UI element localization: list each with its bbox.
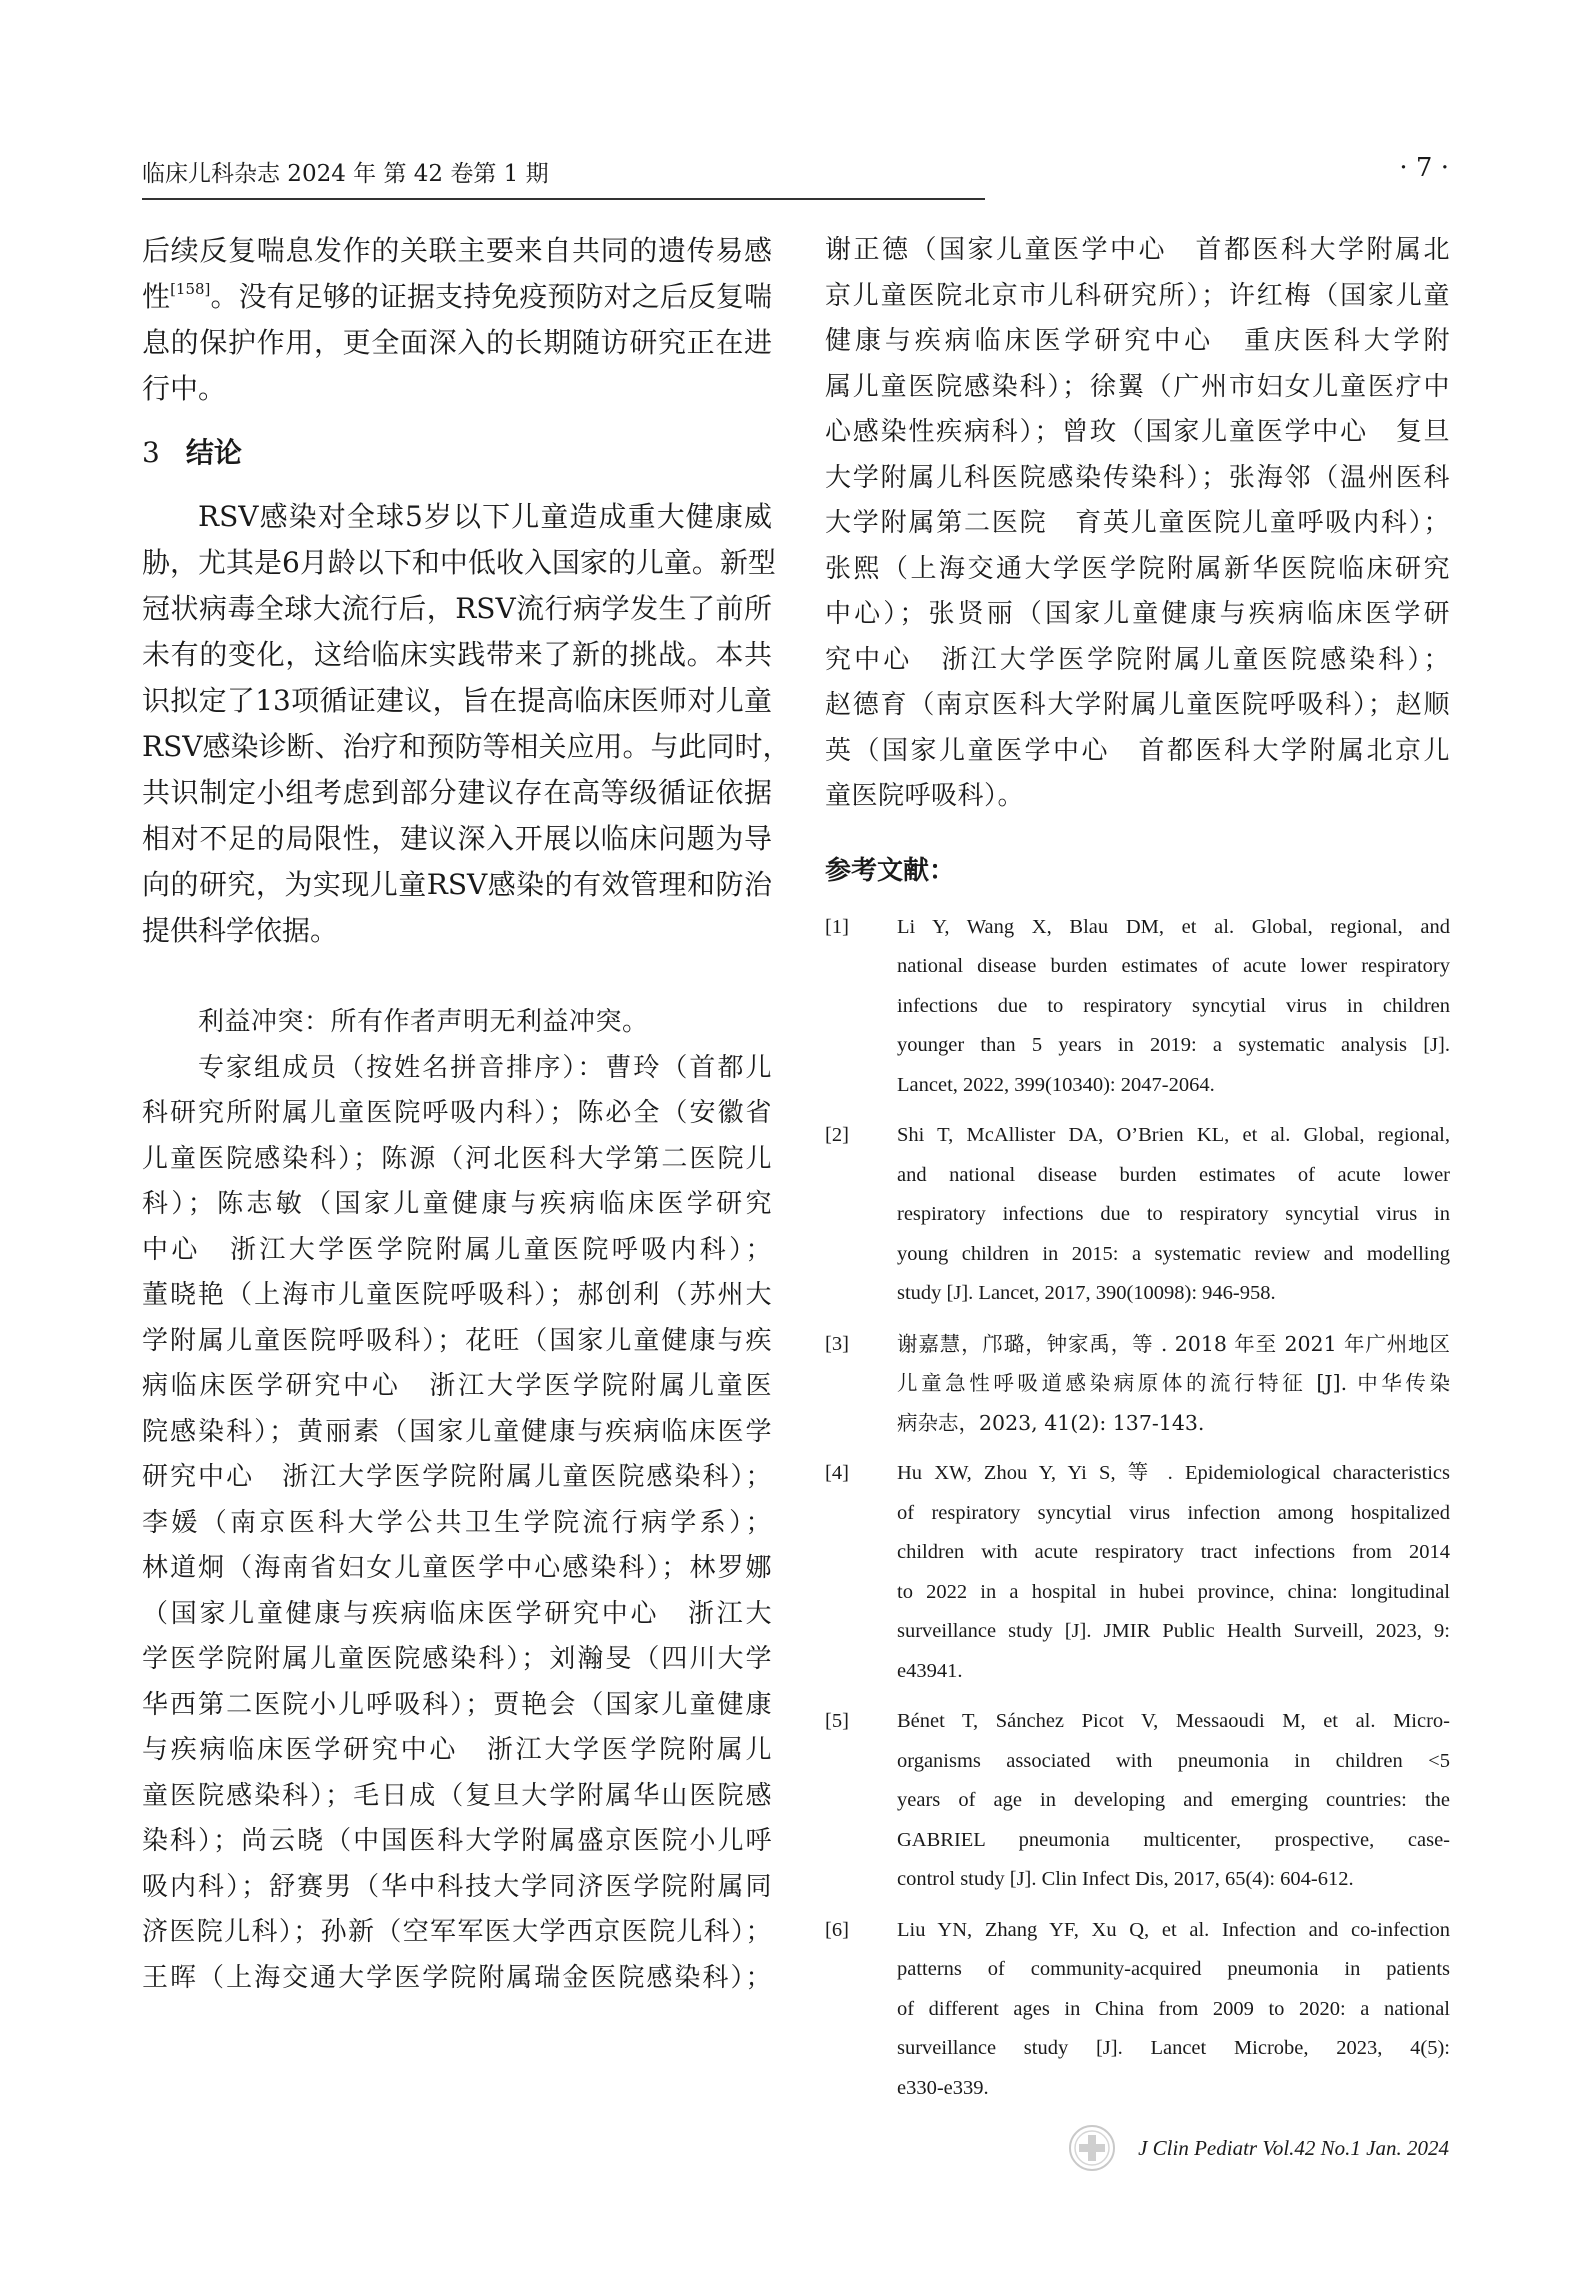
text-line: 属儿童医院感染科）；徐翼（广州市妇女儿童医疗中 (825, 371, 1450, 402)
text-line: 专家组成员（按姓名拼音排序）：曹玲（首都儿 (198, 1052, 772, 1083)
section-number: 3 (142, 436, 160, 469)
reference-number: [2] (825, 1124, 849, 1146)
text-line: 童医院感染科）；毛日成（复旦大学附属华山医院感 (142, 1780, 772, 1811)
text-line: RSV感染诊断、治疗和预防等相关应用。与此同时， (142, 730, 791, 763)
text-line: 中心 浙江大学医学院附属儿童医院呼吸内科）； (142, 1234, 772, 1265)
conclusion-paragraph (142, 494, 791, 954)
reference-list (825, 908, 1450, 2109)
text-line: 林道炯（海南省妇女儿童医学中心感染科）；林罗娜 (142, 1553, 772, 1583)
text-line: 董晓艳（上海市儿童医院呼吸科）；郝创利（苏州大 (142, 1280, 772, 1310)
text-line: 京儿童医院北京市儿科研究所）；许红梅（国家儿童 (825, 280, 1450, 311)
reference-line: young children in 2015: a systematic review and modelling (897, 1242, 1450, 1265)
reference-line: children with acute respiratory tract infections from 2014 (897, 1541, 1450, 1563)
reference-item (825, 1911, 1450, 2109)
reference-number: [6] (825, 1918, 849, 1941)
text-line: 息的保护作用，更全面深入的长期随访研究正在进 (142, 326, 772, 359)
reference-number: [5] (825, 1710, 849, 1732)
reference-line: Liu YN, Zhang YF, Xu Q, et al. Infection and co-infection (897, 1918, 1450, 1941)
text-line: 学医学院附属儿童医院感染科）；刘瀚旻（四川大学 (142, 1644, 772, 1674)
page-number: · 7 · (1399, 153, 1449, 183)
text-line: 胁，尤其是6月龄以下和中低收入国家的儿童。新型 (142, 546, 776, 579)
reference-line: e43941. (897, 1659, 963, 1682)
text-line: 共识制定小组考虑到部分建议存在高等级循证依据 (142, 776, 772, 809)
text-line: 健康与疾病临床医学研究中心 重庆医科大学附 (825, 326, 1450, 356)
reference-item (825, 1702, 1450, 1900)
text-line: 后续反复喘息发作的关联主要来自共同的遗传易感 (142, 234, 772, 267)
text-line: 染科）；尚云晓（中国医科大学附属盛京医院小儿呼 (142, 1826, 772, 1856)
reference-line: control study [J]. Clin Infect Dis, 2017, 65(4): 604-612. (897, 1868, 1354, 1890)
reference-number: [3] (825, 1332, 849, 1355)
text-line: 王晖（上海交通大学医学院附属瑞金医院感染科）； (142, 1962, 772, 1993)
text-line: RSV感染对全球5岁以下儿童造成重大健康威 (198, 500, 772, 533)
conflict-statement: 利益冲突：所有作者声明无利益冲突。 (198, 1007, 649, 1037)
reference-line: Bénet T, Sánchez Picot V, Messaoudi M, et al. Micro- (897, 1710, 1450, 1732)
reference-line: 儿童急性呼吸道感染病原体的流行特征 [J]. 中华传染 (897, 1371, 1450, 1395)
journal-seal-icon (1068, 2124, 1116, 2172)
reference-line: organisms associated with pneumonia in children <5 (897, 1749, 1450, 1772)
reference-line: years of age in developing and emerging countries: the (897, 1789, 1450, 1811)
text-line: 大学附属儿科医院感染传染科）；张海邻（温州医科 (825, 462, 1450, 493)
text-line: 吸内科）；舒赛男（华中科技大学同济医学院附属同 (142, 1871, 772, 1902)
footer (1068, 2128, 1449, 2168)
text-line: 李媛（南京医科大学公共卫生学院流行病学系）； (142, 1507, 772, 1538)
section-title: 结论 (185, 436, 242, 469)
text-line: 童医院呼吸科）。 (825, 781, 1025, 811)
section-heading (142, 430, 772, 476)
reference-line: 病杂志，2023, 41(2): 137-143. (897, 1410, 1205, 1435)
reference-line: 谢嘉慧，邝璐，钟家禹，等 . 2018 年至 2021 年广州地区 (897, 1331, 1450, 1356)
reference-line: Lancet, 2022, 399(10340): 2047-2064. (897, 1073, 1215, 1096)
reference-line: respiratory infections due to respiratory syncytial virus in (897, 1203, 1450, 1225)
intro-paragraph (142, 228, 772, 412)
spacer (142, 954, 772, 1000)
text-line: 谢正德（国家儿童医学中心 首都医科大学附属北 (825, 235, 1450, 265)
text-line: 张熙（上海交通大学医学院附属新华医院临床研究 (825, 553, 1450, 584)
text-line: 相对不足的局限性，建议深入开展以临床问题为导 (142, 822, 772, 855)
reference-line: to 2022 in a hospital in hubei province, china: longitudinal (897, 1580, 1450, 1603)
text-line: 研究中心 浙江大学医学院附属儿童医院感染科）； (142, 1462, 772, 1492)
reference-line: e330-e339. (897, 2076, 989, 2099)
text-line: 向的研究，为实现儿童RSV感染的有效管理和防治 (142, 868, 772, 901)
reference-number: [1] (825, 915, 849, 938)
text-line: 儿童医院感染科）；陈源（河北医科大学第二医院儿 (142, 1143, 772, 1174)
reference-line: Li Y, Wang X, Blau DM, et al. Global, regional, and (897, 915, 1450, 938)
reference-line: surveillance study [J]. Lancet Microbe, 2023, 4(5): (897, 2037, 1450, 2059)
text-line: （国家儿童健康与疾病临床医学研究中心 浙江大 (142, 1598, 772, 1629)
text-line: 大学附属第二医院 育英儿童医院儿童呼吸内科）； (825, 508, 1450, 538)
text-segment: 性 (142, 280, 171, 313)
text-line: 提供科学依据。 (142, 914, 339, 947)
text-line: 病临床医学研究中心 浙江大学医学院附属儿童医 (142, 1371, 772, 1401)
text-line (142, 274, 772, 320)
statements (142, 1000, 772, 2001)
left-column (142, 228, 791, 2001)
text-line: 济医院儿科）；孙新（空军军医大学西京医院儿科）； (142, 1917, 772, 1947)
text-line: 冠状病毒全球大流行后，RSV流行病学发生了前所 (142, 592, 772, 625)
header-rule (142, 198, 985, 200)
references-heading: 参考文献： (825, 855, 956, 886)
text-line: 识拟定了13项循证建议，旨在提高临床医师对儿童 (142, 684, 772, 717)
text-segment: 。没有足够的证据支持免疫预防对之后反复喘 (210, 280, 772, 313)
reference-line: of different ages in China from 2009 to 2020: a national (897, 1997, 1450, 2020)
text-line: 院感染科）；黄丽素（国家儿童健康与疾病临床医学 (142, 1416, 772, 1447)
reference-line: younger than 5 years in 2019: a systematic analysis [J]. (897, 1034, 1450, 1056)
reference-item (825, 908, 1450, 1106)
reference-line: Hu XW, Zhou Y, Yi S, 等 . Epidemiological characteristics (897, 1462, 1450, 1484)
reference-item (825, 1454, 1450, 1691)
text-line: 英（国家儿童医学中心 首都医科大学附属北京儿 (825, 735, 1450, 766)
text-line: 华西第二医院小儿呼吸科）；贾艳会（国家儿童健康 (142, 1689, 772, 1720)
citation-superscript: [158] (170, 280, 211, 298)
reference-line: Shi T, McAllister DA, O’Brien KL, et al. Global, regional, (897, 1124, 1450, 1146)
text-line: 赵德育（南京医科大学附属儿童医院呼吸科）；赵顺 (825, 690, 1450, 720)
text-line: 学附属儿童医院呼吸科）；花旺（国家儿童健康与疾 (142, 1325, 772, 1356)
reference-line: national disease burden estimates of acute lower respiratory (897, 955, 1450, 977)
reference-line: surveillance study [J]. JMIR Public Health Surveill, 2023, 9: (897, 1620, 1450, 1642)
text-line: 中心）；张贤丽（国家儿童健康与疾病临床医学研 (825, 599, 1450, 629)
text-line: 与疾病临床医学研究中心 浙江大学医学院附属儿 (142, 1735, 772, 1765)
text-line: 行中。 (142, 372, 227, 405)
text-line: 未有的变化，这给临床实践带来了新的挑战。本共 (142, 638, 772, 671)
reference-line: infections due to respiratory syncytial virus in children (897, 994, 1450, 1017)
reference-line: study [J]. Lancet, 2017, 390(10098): 946-958. (897, 1282, 1276, 1304)
footer-citation: J Clin Pediatr Vol.42 No.1 Jan. 2024 (1138, 2135, 1449, 2160)
reference-item (825, 1325, 1450, 1444)
reference-number: [4] (825, 1462, 849, 1484)
journal-header: 临床儿科杂志 2024 年 第 42 卷第 1 期 (142, 161, 549, 187)
reference-line: GABRIEL pneumonia multicenter, prospective, case- (897, 1828, 1450, 1851)
text-line: 心感染性疾病科）；曾玫（国家儿童医学中心 复旦 (825, 417, 1450, 447)
reference-line: and national disease burden estimates of acute lower (897, 1163, 1450, 1186)
text-line: 究中心 浙江大学医学院附属儿童医院感染科）； (825, 644, 1450, 675)
reference-line: patterns of community-acquired pneumonia in patients (897, 1958, 1450, 1980)
text-line: 科研究所附属儿童医院呼吸内科）；陈必全（安徽省 (142, 1098, 772, 1128)
reference-line: of respiratory syncytial virus infection among hospitalized (897, 1501, 1450, 1524)
members-continued (825, 228, 1450, 820)
right-column (825, 228, 1450, 2119)
reference-item (825, 1116, 1450, 1314)
text-line: 科）；陈志敏（国家儿童健康与疾病临床医学研究 (142, 1189, 772, 1219)
